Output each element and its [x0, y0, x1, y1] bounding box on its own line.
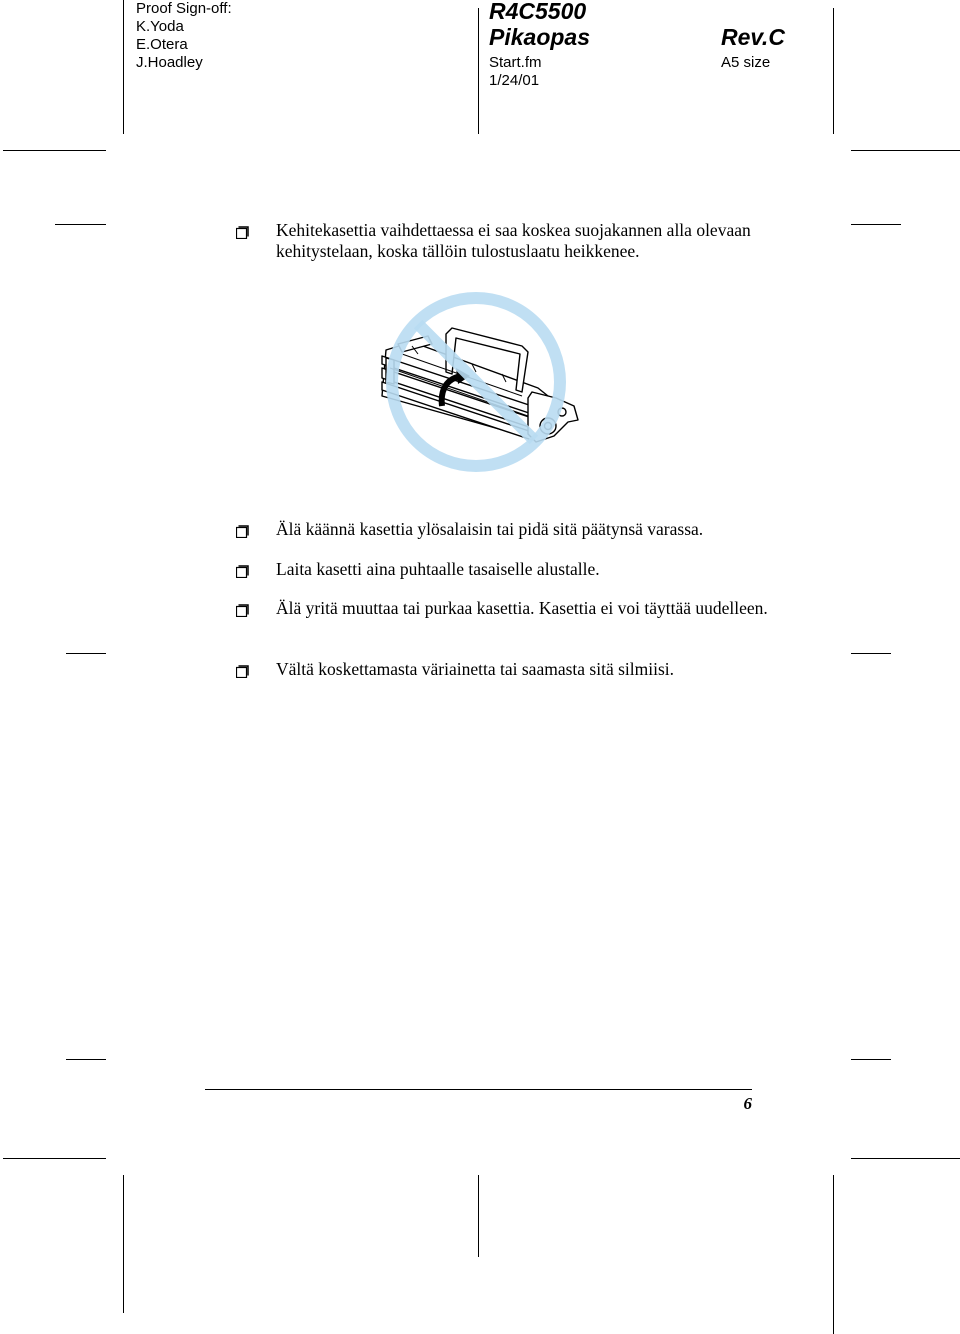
proof-name: J.Hoadley	[136, 54, 203, 71]
crop-mark	[851, 653, 891, 654]
checkbox-bullet-icon	[236, 226, 249, 239]
checkbox-bullet-icon	[236, 665, 249, 678]
crop-mark	[3, 150, 106, 151]
file-name: Start.fm	[489, 54, 542, 71]
checkbox-bullet-icon	[236, 604, 249, 617]
paper-size: A5 size	[721, 54, 771, 71]
crop-mark	[478, 8, 479, 134]
proof-signoff-block	[136, 0, 232, 72]
crop-mark	[478, 1175, 479, 1257]
crop-mark	[833, 8, 834, 134]
crop-mark	[851, 224, 901, 225]
crop-mark	[3, 1158, 106, 1159]
proof-name: E.Otera	[136, 36, 188, 53]
checkbox-bullet-icon	[236, 565, 249, 578]
doc-code: R4C5500	[489, 0, 587, 24]
crop-mark	[851, 1158, 960, 1159]
doc-date: 1/24/01	[489, 72, 540, 89]
doc-title: Pikaopas	[489, 24, 590, 50]
crop-mark	[851, 1059, 891, 1060]
crop-mark	[123, 0, 124, 134]
list-item: Laita kasetti aina puhtaalle tasaiselle alustalle.	[276, 559, 600, 579]
proof-label: Proof Sign-off:	[136, 0, 232, 17]
crop-mark	[833, 1175, 834, 1334]
proof-name: K.Yoda	[136, 18, 184, 35]
revision-label: Rev.C	[721, 24, 785, 50]
list-item: Älä yritä muuttaa tai purkaa kasettia. Kasettia ei voi täyttää uudelleen.	[276, 598, 768, 618]
crop-mark	[55, 224, 106, 225]
footer-rule	[205, 1089, 752, 1090]
crop-mark	[66, 1059, 106, 1060]
crop-mark	[123, 1175, 124, 1313]
list-item: Kehitekasettia vaihdettaessa ei saa koskea suojakannen alla olevaan kehitystelaan, koska tällöin tulostuslaatu heikkenee.	[276, 220, 751, 261]
crop-mark	[66, 653, 106, 654]
crop-mark	[851, 150, 960, 151]
cartridge-illustration	[372, 288, 584, 478]
list-item: Älä käännä kasettia ylösalaisin tai pidä sitä päätynsä varassa.	[276, 519, 704, 539]
page-number: 6	[743, 1094, 752, 1113]
list-item: Vältä koskettamasta väriainetta tai saamasta sitä silmiisi.	[276, 659, 675, 679]
checkbox-bullet-icon	[236, 525, 249, 538]
